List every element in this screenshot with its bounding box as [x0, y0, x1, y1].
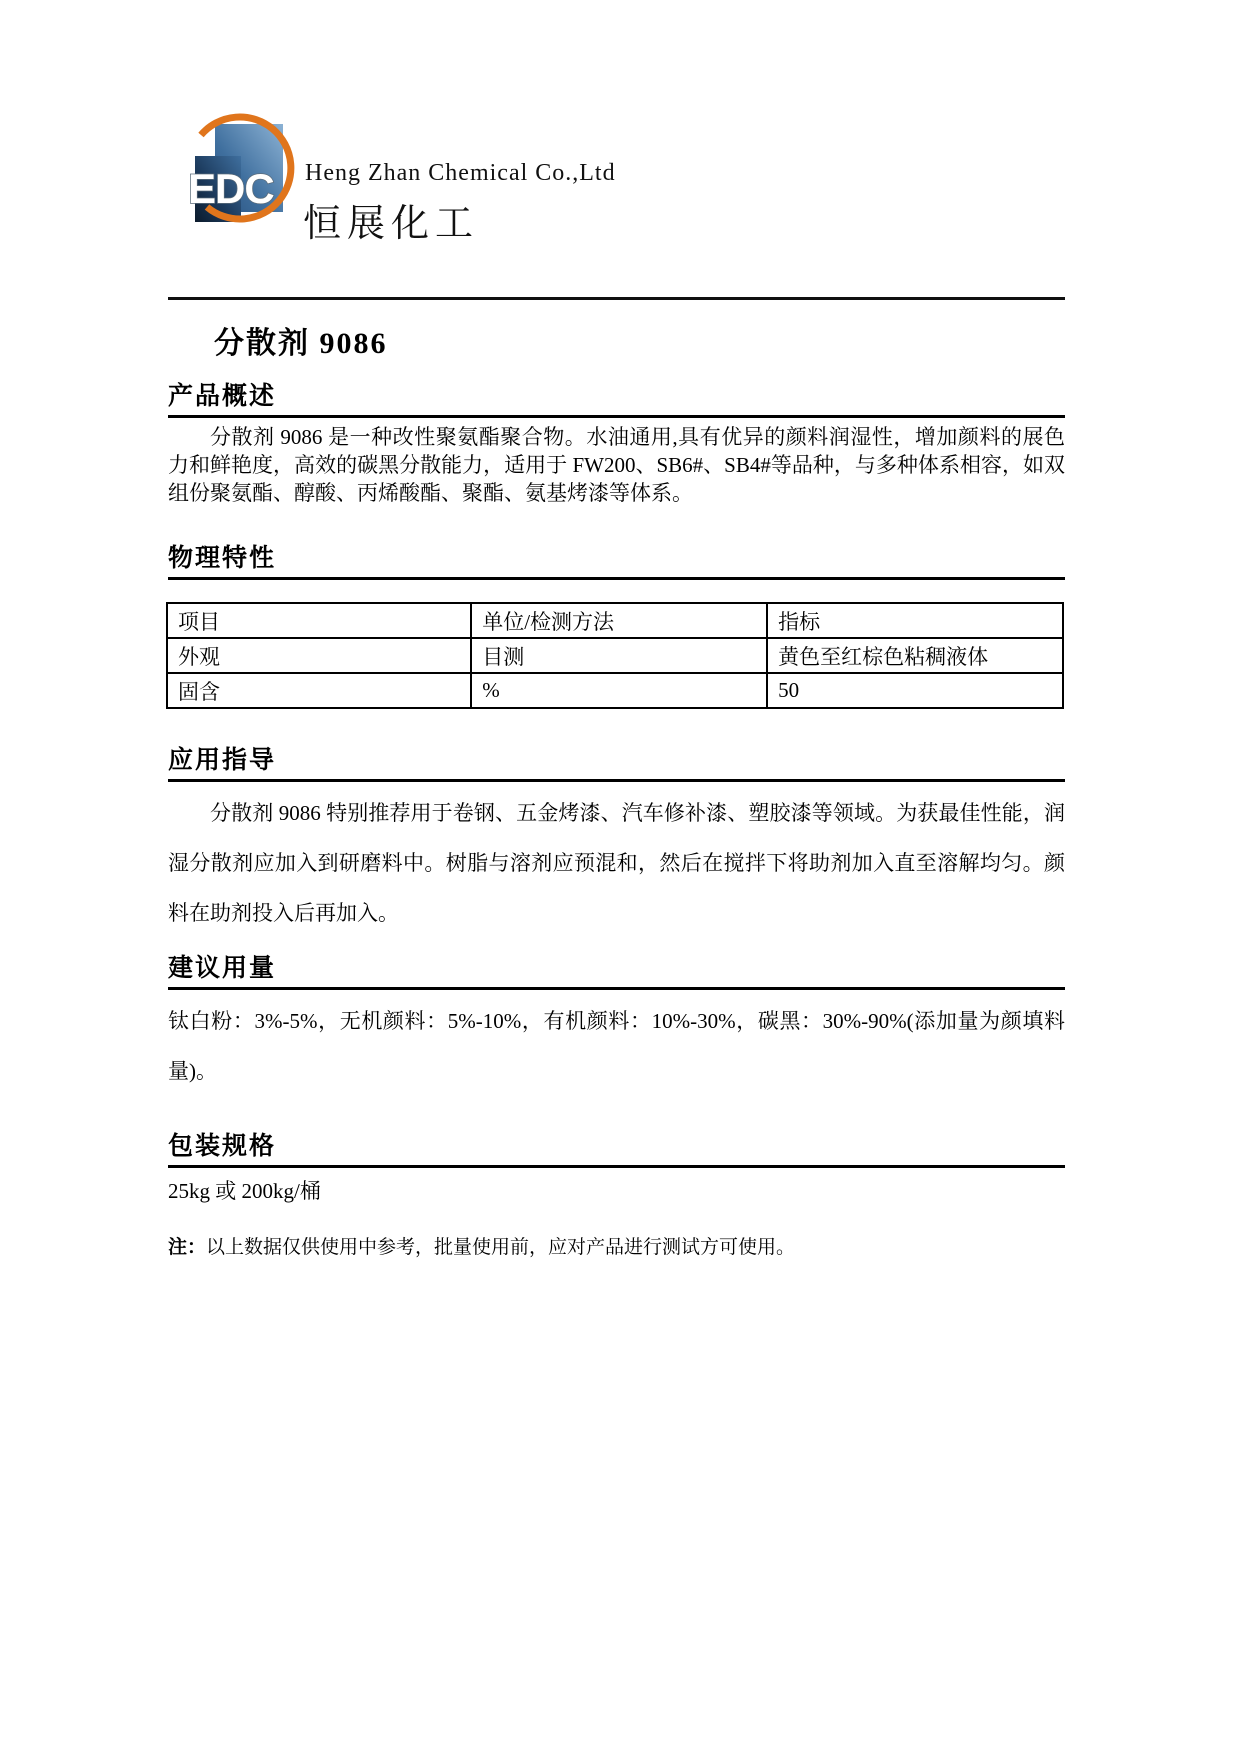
footnote	[168, 1232, 1065, 1259]
section-dosage	[168, 948, 1065, 1096]
packaging-heading: 包装规格	[168, 1126, 1065, 1168]
overview-body: 分散剂 9086 是一种改性聚氨酯聚合物。水油通用,具有优异的颜料润湿性，增加颜料的展色力和鲜艳度，高效的碳黑分散能力，适用于 FW200、SB6#、SB4#等品种，与多种体系相容，如双组份聚氨酯、醇酸、丙烯酸酯、聚酯、氨基烤漆等体系。	[168, 425, 1065, 505]
section-packaging	[168, 1126, 1065, 1205]
company-name-english: Heng Zhan Chemical Co.,Ltd	[305, 160, 616, 186]
application-heading: 应用指导	[168, 740, 1065, 782]
section-overview	[168, 376, 1065, 507]
dosage-body: 钛白粉：3%-5%，无机颜料：5%-10%，有机颜料：10%-30%，碳黑：30%-90%(添加量为颜填料量)。	[168, 1009, 1065, 1083]
section-application	[168, 740, 1065, 938]
overview-heading: 产品概述	[168, 376, 1065, 418]
table-header-item: 项目	[167, 603, 471, 638]
company-logo	[183, 108, 299, 228]
table-row	[167, 638, 1063, 673]
table-cell-solid-content: 固含	[167, 673, 471, 708]
table-cell-appearance-method: 目测	[471, 638, 767, 673]
table-header-method: 单位/检测方法	[471, 603, 767, 638]
footnote-label: 注：	[168, 1237, 207, 1258]
physical-properties-table	[166, 602, 1064, 709]
company-name-chinese: 恒展化工	[303, 203, 480, 245]
table-header-row	[167, 603, 1063, 638]
table-cell-appearance-spec: 黄色至红棕色粘稠液体	[767, 638, 1063, 673]
table-row	[167, 673, 1063, 708]
section-physical	[168, 538, 1065, 580]
physical-heading: 物理特性	[168, 538, 1065, 580]
product-title: 分散剂 9086	[214, 327, 388, 360]
application-body: 分散剂 9086 特别推荐用于卷钢、五金烤漆、汽车修补漆、塑胶漆等领域。为获最佳性能，润湿分散剂应加入到研磨料中。树脂与溶剂应预混和，然后在搅拌下将助剂加入直至溶解均匀。颜料在助剂投入后再加入。	[168, 801, 1065, 925]
logo-edc-text: EDC	[188, 165, 274, 212]
table-header-spec: 指标	[767, 603, 1063, 638]
footnote-text: 以上数据仅供使用中参考，批量使用前，应对产品进行测试方可使用。	[206, 1237, 796, 1258]
packaging-body: 25kg 或 200kg/桶	[168, 1179, 321, 1203]
edc-logo-graphic	[183, 108, 299, 228]
table-cell-solid-content-spec: 50	[767, 673, 1063, 708]
dosage-heading: 建议用量	[168, 948, 1065, 990]
header-divider	[168, 297, 1065, 300]
table-cell-appearance: 外观	[167, 638, 471, 673]
table-cell-solid-content-unit: %	[471, 673, 767, 708]
